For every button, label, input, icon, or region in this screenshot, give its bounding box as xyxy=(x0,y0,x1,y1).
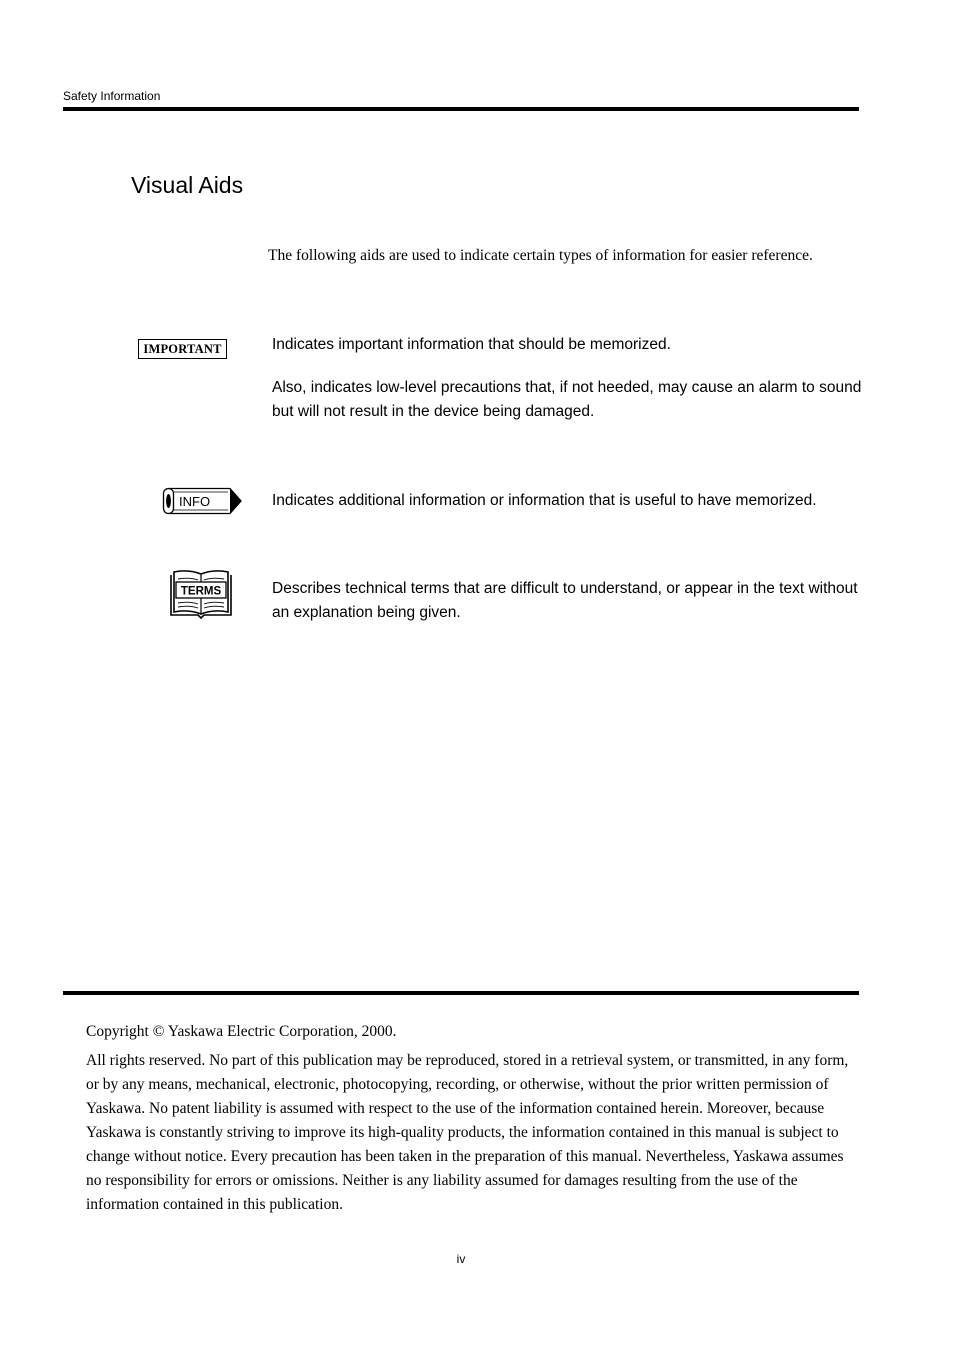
footer-divider xyxy=(63,991,859,995)
copyright-body: All rights reserved. No part of this publication may be reproduced, stored in a retrieval system, or transmitted, in any form, or by any means, mechanical, electronic, photocopying, recording, or otherwise, without the prior written permission of Yaskawa. No patent liability is assumed with respect to the use of the information contained herein. Moreover, because Yaskawa is constantly striving to improve its high-quality products, the information contained in this manual is subject to change without notice. Every precaution has been taken in the preparation of this manual. Nevertheless, Yaskawa assumes no responsibility for errors or omissions. Neither is any liability assumed for damages resulting from the use of the information contained in this publication. xyxy=(86,1052,849,1213)
intro-text: The following aids are used to indicate certain types of information for easier reference. xyxy=(268,247,813,264)
info-icon-label: INFO xyxy=(179,494,211,509)
header-section-label: Safety Information xyxy=(63,89,161,103)
info-pencil-icon xyxy=(162,485,244,517)
page-number: iv xyxy=(456,1252,466,1266)
important-paragraph-1: Indicates important information that should be memorized. xyxy=(272,336,671,353)
info-paragraph-1: Indicates additional information or information that is useful to have memorized. xyxy=(272,492,817,509)
copyright-line: Copyright © Yaskawa Electric Corporation, 2000. xyxy=(86,1023,397,1040)
terms-description xyxy=(272,577,862,625)
terms-book-icon xyxy=(168,567,234,619)
terms-icon-label: TERMS xyxy=(180,585,222,598)
important-label-icon: IMPORTANT xyxy=(138,339,227,359)
info-description xyxy=(272,489,862,513)
important-description xyxy=(272,333,862,424)
copyright-block xyxy=(86,1020,860,1217)
header-divider xyxy=(63,107,859,111)
page-title: Visual Aids xyxy=(131,172,244,198)
important-paragraph-2: Also, indicates low-level precautions that, if not heeded, may cause an alarm to sound but will not result in the device being damaged. xyxy=(272,379,862,420)
terms-paragraph-1: Describes technical terms that are difficult to understand, or appear in the text without an explanation being given. xyxy=(272,580,858,621)
